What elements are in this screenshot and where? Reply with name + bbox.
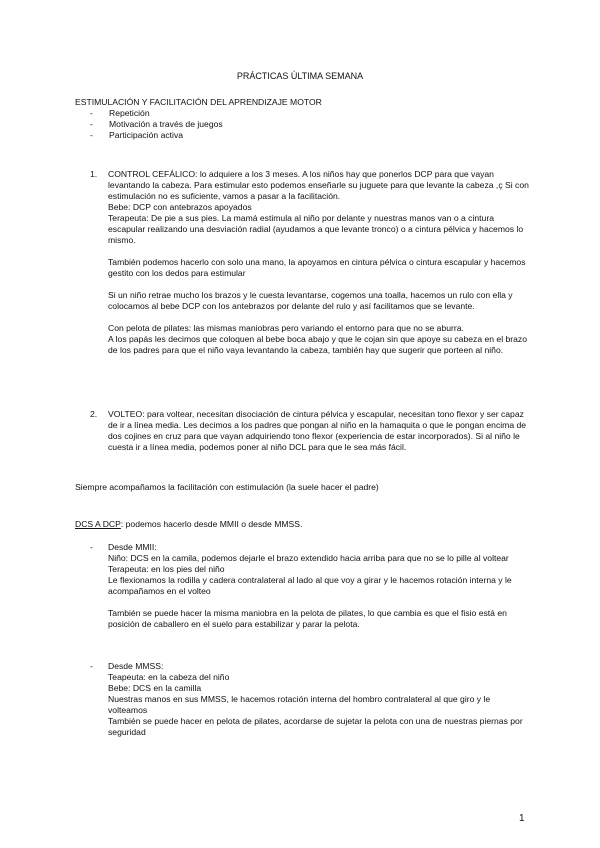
sub-item-desde-mmss: - Desde MMSS: Teapeuta: en la cabeza del niño Bebe: DCS en la camilla Nuestras manos en sus MMSS, le hacemos rotación interna del hombro contralateral al que giro y le volteamos También se puede hacer en pelota de pilates, acordarse de sujetar la pelota con una de nuestras piernas por seguridad [90,661,530,738]
bullet-list [90,108,223,141]
section-heading-underlined: DCS A DCP [75,519,121,529]
paragraph: Desde MMII: [108,542,157,552]
list-item: - Participación activa [90,130,184,140]
numbered-item-control-cefalico: 1. CONTROL CEFÁLICO: lo adquiere a los 3 meses. A los niños hay que ponerlos DCP para que vayan levantando la cabeza. Para estimular esto podemos enseñarle su juguete para que levante la cabeza ,ç Si con estimulación no es suficiente, vamos a pasar a la facilitación. Bebe: DCP con antebrazos apoyados Terapeuta: De pie a sus pies. La mamá estimula al niño por delante y nuestras manos van o a cintura escapular realizando una desviación radial (ayudamos a que levante tronco) o a cintura pélvica y hacemos lo mismo. También podemos hacerlo con solo una mano, la apoyamos en cintura pélvica o cintura escapular y hacemos gestito con los dedos para estimular Si un niño retrae mucho los brazos y le cuesta levantarse, cogemos una toalla, hacemos un rulo con ella y colocamos al bebe DCP con los antebrazos por delante del rulo y así facilitamos que se levante. Con pelota de pilates: las mismas maniobras pero variando el entorno para que no se aburra. A los papás les decimos que coloquen al bebe boca abajo y que le cojan sin que apoye su cabeza en el brazo de los padres para que el niño vaya levantando la cabeza, también hay que sugerir que porteen al niño. [90,169,529,355]
section-heading-estimulacion: ESTIMULACIÓN Y FACILITACIÓN DEL APRENDIZAJE MOTOR [75,97,322,107]
paragraph: Teapeuta: en la cabeza del niño [108,672,230,682]
paragraph: Con pelota de pilates: las mismas maniobras pero variando el entorno para que no se aburra. [108,323,464,333]
paragraph: Le flexionamos la rodilla y cadera contralateral al lado al que voy a girar y le hacemos rotación interna y le acompañamos en el volteo [108,575,512,596]
paragraph: También se puede hacer la misma maniobra en la pelota de pilates, lo que cambia es que el fisio está en posición de caballero en el suelo para estabilizar y parar la pelota. [108,608,507,629]
paragraph: Desde MMSS: [108,661,164,671]
numbered-item-volteo: 2. VOLTEO: para voltear, necesitan disociación de cintura pélvica y escapular, necesitan tono flexor y ser capaz de ir a línea media. Les decimos a los padres que pongan al niño en la hamaquita o que le pongan encima de dos cojines en cruz para que vayan adquiriendo tono flexor (experiencia de estar incorporados). Si al niño le cuesta ir a línea media, podemos poner al niño DCL para que le sea más fácil. [90,409,530,453]
paragraph: Terapeuta: De pie a sus pies. La mamá estimula al niño por delante y nuestras manos van o a cintura escapular realizando una desviación radial (ayudamos a que levante tronco) o a cintura pélvica y hacemos lo mismo. [108,213,524,245]
list-item: - Repetición [90,108,150,118]
section-heading-dcs-a-dcp: DCS A DCP: podemos hacerlo desde MMII o desde MMSS. [75,519,303,529]
paragraph: También se puede hacer en pelota de pilates, acordarse de sujetar la pelota con una de nuestras piernas por seguridad [108,716,523,737]
paragraph: CONTROL CEFÁLICO: lo adquiere a los 3 meses. A los niños hay que ponerlos DCP para que vayan levantando la cabeza. Para estimular esto podemos enseñarle su juguete para que levante la cabeza ,ç Si con estimulación no es suficiente, vamos a pasar a la facilitación. [108,169,529,201]
paragraph: Bebe: DCP con antebrazos apoyados [108,202,252,212]
paragraph: Nuestras manos en sus MMSS, le hacemos rotación interna del hombro contralateral al que giro y le volteamos [108,694,491,715]
page-number: 1 [519,813,525,824]
paragraph: Bebe: DCS en la camilla [108,683,202,693]
paragraph: Si un niño retrae mucho los brazos y le cuesta levantarse, cogemos una toalla, hacemos un rulo con ella y colocamos al bebe DCP con los antebrazos por delante del rulo y así facilitamos que se levante. [108,290,513,311]
paragraph: VOLTEO: para voltear, necesitan disociación de cintura pélvica y escapular, necesitan tono flexor y ser capaz de ir a línea media. Les decimos a los padres que pongan al niño en la hamaquita o que le pongan encima de dos cojines en cruz para que vayan adquiriendo tono flexor (experiencia de estar incorporados). Si al niño le cuesta ir a línea media, podemos poner al niño DCL para que le sea más fácil. [108,409,527,452]
paragraph: Niño: DCS en la camila, podemos dejarle el brazo extendido hacia arriba para que no se lo pille al voltear [108,553,509,563]
sub-item-desde-mmii: - Desde MMII: Niño: DCS en la camila, podemos dejarle el brazo extendido hacia arriba para que no se lo pille al voltear Terapeuta: en los pies del niño Le flexionamos la rodilla y cadera contralateral al lado al que voy a girar y le hacemos rotación interna y le acompañamos en el volteo También se puede hacer la misma maniobra en la pelota de pilates, lo que cambia es que el fisio está en posición de caballero en el suelo para estabilizar y parar la pelota. [90,542,530,630]
list-item: - Motivación a través de juegos [90,119,223,129]
paragraph: Terapeuta: en los pies del niño [108,564,225,574]
page-title: PRÁCTICAS ÚLTIMA SEMANA [236,71,364,81]
paragraph: También podemos hacerlo con solo una mano, la apoyamos en cintura pélvica o cintura escapular y hacemos gestito con los dedos para estimular [108,257,526,278]
note-text: Siempre acompañamos la facilitación con estimulación (la suele hacer el padre) [75,482,379,492]
paragraph: A los papás les decimos que coloquen al bebe boca abajo y que le cojan sin que apoye su cabeza en el brazo de los padres para que el niño vaya levantando la cabeza, también hay que sugerir que porteen al niño. [108,334,527,355]
